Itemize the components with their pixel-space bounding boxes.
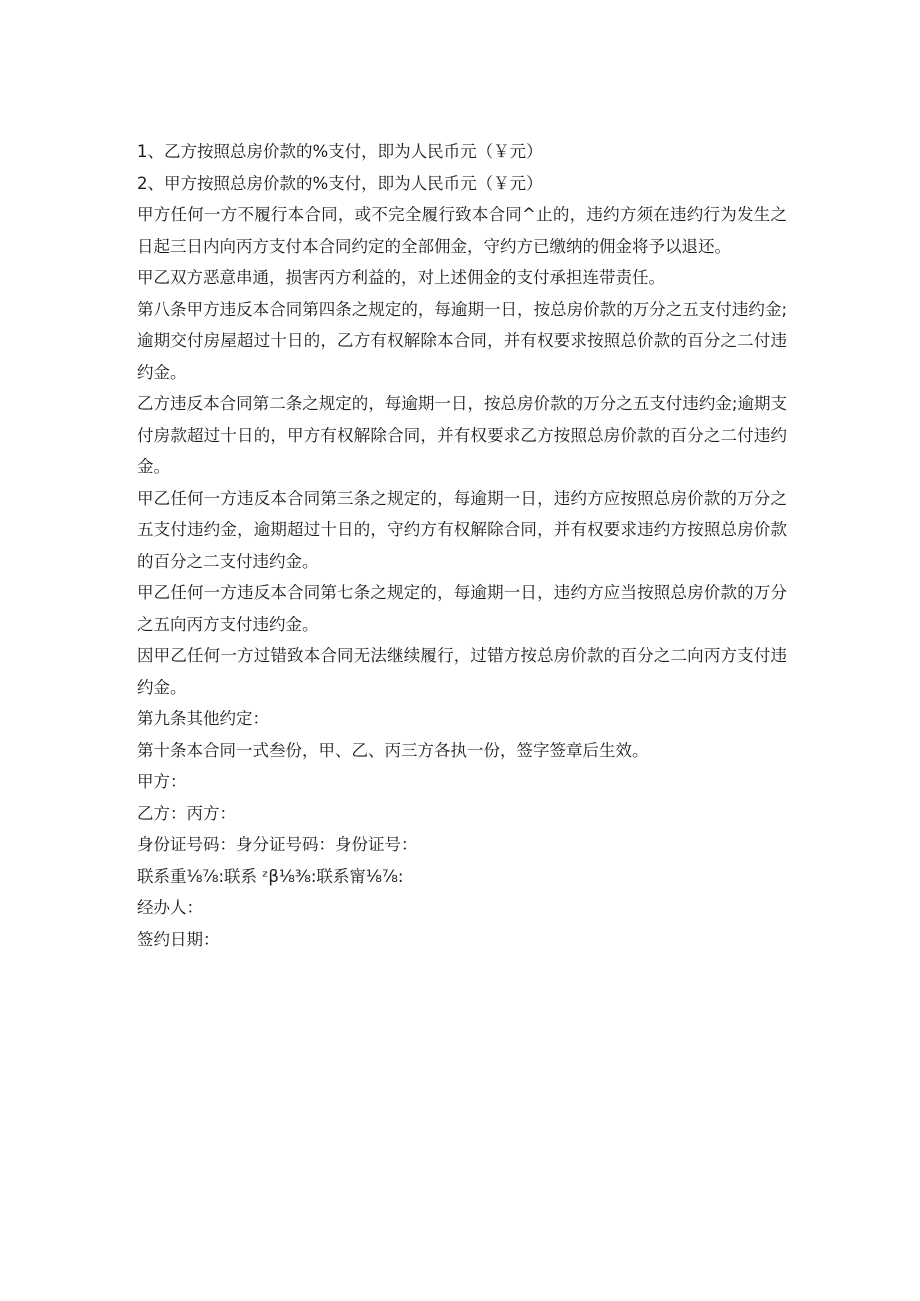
party-b-c-signature-line: 乙方：丙方：: [137, 803, 236, 823]
party-b-breach-clause: 乙方违反本合同第二条之规定的，每逾期一日，按总房价款的万分之五支付违约金;逾期支付房款超过十日的，甲方有权解除合同，并有权要求乙方按照总房价款的百分之二付违约金。: [137, 394, 787, 476]
article-eight: 第八条甲方违反本合同第四条之规定的，每逾期一日，按总房价款的万分之五支付违约金;逾期交付房屋超过十日的，乙方有权解除本合同，并有权要求按照总价款的百分之二付违约金。: [137, 299, 787, 382]
id-number-line: 身份证号码：身分证号码：身份证号：: [137, 835, 418, 854]
agent-line: 经办人：: [137, 898, 203, 917]
fault-termination-clause: 因甲乙任何一方过错致本合同无法继续履行，过错方按总房价款的百分之二向丙方支付违约金。: [137, 646, 787, 697]
payment-clause-party-b: 1、乙方按照总房价款的%支付，即为人民币元（￥元）: [137, 142, 543, 161]
article-three-breach-clause: 甲乙任何一方违反本合同第三条之规定的，每逾期一日，违约方应按照总房价款的万分之五支付违约金，逾期超过十日的，守约方有权解除合同，并有权要求违约方按照总房价款的百分之二支付违约金。: [137, 488, 787, 571]
article-nine: 第九条其他约定：: [137, 709, 269, 728]
collusion-clause: 甲乙双方恶意串通，损害丙方利益的，对上述佣金的支付承担连带责任。: [137, 268, 665, 287]
contract-page: [137, 136, 787, 955]
payment-clause-party-a: 2、甲方按照总房价款的%支付，即为人民币元（￥元）: [137, 173, 543, 193]
breach-commission-clause: 甲方任何一方不履行本合同，或不完全履行致本合同^止的，违约方须在违约行为发生之日起三日内向丙方支付本合同约定的全部佣金，守约方已缴纳的佣金将予以退还。: [137, 205, 787, 256]
article-ten: 第十条本合同一式叁份，甲、乙、丙三方各执一份，签字签章后生效。: [137, 740, 649, 760]
signing-date-line: 签约日期：: [137, 929, 220, 949]
article-seven-breach-clause: 甲乙任何一方违反本合同第七条之规定的，每逾期一日，违约方应当按照总房价款的万分之五向丙方支付违约金。: [137, 583, 787, 634]
contact-phone-line: 联系重⅛⅞:联系 ᶻβ⅛⅜:联系甯⅛⅞:: [137, 866, 404, 886]
party-a-signature-line: 甲方：: [137, 772, 187, 791]
